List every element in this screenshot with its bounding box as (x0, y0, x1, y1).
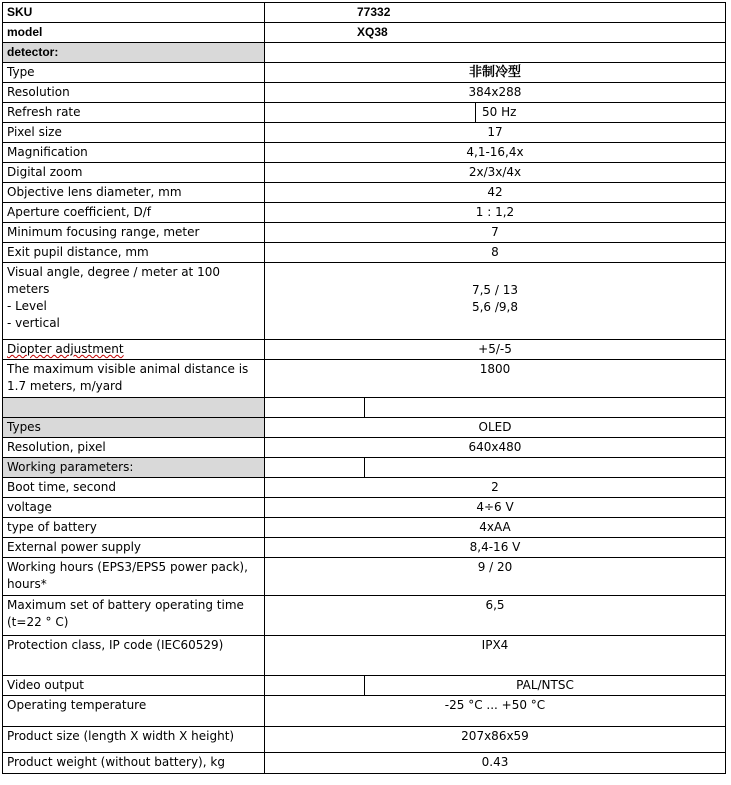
sku-value: 77332 (265, 3, 726, 23)
spec-table (2, 2, 726, 774)
spec-value: 640x480 (265, 438, 726, 458)
spec-value: +5/-5 (265, 340, 726, 360)
spec-label: Product weight (without battery), kg (3, 753, 265, 774)
spec-row-battery-time (3, 596, 726, 636)
spec-label: Product size (length X width X height) (3, 727, 265, 753)
animal-distance-label-1: The maximum visible animal distance is (7, 362, 249, 376)
spec-value: 207x86x59 (265, 727, 726, 753)
spec-label (3, 263, 265, 340)
battery-time-label-1: Maximum set of battery operating time (7, 598, 244, 612)
spec-label: Pixel size (3, 123, 265, 143)
spec-value: 1800 (265, 360, 726, 398)
spec-value: 17 (265, 123, 726, 143)
spec-label (3, 558, 265, 596)
spec-value: 6,5 (265, 596, 726, 636)
working-section-row (3, 458, 726, 478)
model-row (3, 23, 726, 43)
spec-label (3, 596, 265, 636)
spec-row-visual-angle (3, 263, 726, 340)
spec-label: Exit pupil distance, mm (3, 243, 265, 263)
spec-row-battery-type (3, 518, 726, 538)
empty-cell (265, 43, 726, 63)
spec-label: Types (3, 418, 265, 438)
spec-row-boot-time (3, 478, 726, 498)
visual-angle-label-3: - Level (7, 299, 47, 313)
spec-label: Protection class, IP code (IEC60529) (3, 636, 265, 676)
display-section-row (3, 398, 726, 418)
spec-value: OLED (265, 418, 726, 438)
spec-row-diopter (3, 340, 726, 360)
spec-row-animal-distance (3, 360, 726, 398)
spec-label: Resolution (3, 83, 265, 103)
working-hours-label-1: Working hours (EPS3/EPS5 power pack), (7, 560, 248, 574)
spec-label: Video output (3, 676, 265, 696)
spec-row-operating-temp (3, 696, 726, 727)
visual-angle-label-1: Visual angle, degree / meter at 100 (7, 265, 220, 279)
visual-angle-value-1: 7,5 / 13 (471, 283, 519, 297)
refresh-rate-value: 50 Hz (475, 103, 725, 122)
empty-cell (265, 398, 365, 418)
spec-value: PAL/NTSC (365, 676, 726, 696)
spec-row-pixel-size (3, 123, 726, 143)
spec-label: Magnification (3, 143, 265, 163)
working-hours-label-2: hours* (7, 577, 47, 591)
spec-value: 8 (265, 243, 726, 263)
spec-row-digital-zoom (3, 163, 726, 183)
spec-row-exit-pupil (3, 243, 726, 263)
spec-label: External power supply (3, 538, 265, 558)
spec-value (265, 103, 726, 123)
detector-section-row (3, 43, 726, 63)
spec-value: IPX4 (265, 636, 726, 676)
spec-row-magnification (3, 143, 726, 163)
spec-value: 4,1-16,4x (265, 143, 726, 163)
empty-cell (365, 398, 726, 418)
sku-label: SKU (3, 3, 265, 23)
visual-angle-value-2: 5,6 /9,8 (471, 300, 519, 314)
spec-label: Minimum focusing range, meter (3, 223, 265, 243)
spec-row-display-types (3, 418, 726, 438)
spec-label: Aperture coefficient, D/f (3, 203, 265, 223)
diopter-label: Diopter adjustment (7, 342, 124, 356)
battery-time-label-2: (t=22 ° C) (7, 615, 69, 629)
sku-row (3, 3, 726, 23)
spec-value: 0.43 (265, 753, 726, 774)
spec-value: 2x/3x/4x (265, 163, 726, 183)
spec-value: 384x288 (265, 83, 726, 103)
detector-section-label: detector: (3, 43, 265, 63)
spec-row-type (3, 63, 726, 83)
spec-value: 9 / 20 (265, 558, 726, 596)
spec-label: Digital zoom (3, 163, 265, 183)
spec-value: 2 (265, 478, 726, 498)
spec-row-external-power (3, 538, 726, 558)
spec-label: Refresh rate (3, 103, 265, 123)
model-label: model (3, 23, 265, 43)
spec-row-objective-lens (3, 183, 726, 203)
spec-label: Boot time, second (3, 478, 265, 498)
visual-angle-label-4: - vertical (7, 316, 60, 330)
spec-row-voltage (3, 498, 726, 518)
spec-value: -25 °C ... +50 °C (265, 696, 726, 727)
spec-label: Resolution, pixel (3, 438, 265, 458)
spec-row-product-weight (3, 753, 726, 774)
spec-row-working-hours (3, 558, 726, 596)
working-section-label: Working parameters: (3, 458, 265, 478)
spec-row-refresh-rate (3, 103, 726, 123)
visual-angle-label-2: meters (7, 282, 50, 296)
display-section-label (3, 398, 265, 418)
spec-row-protection (3, 636, 726, 676)
spec-label (3, 340, 265, 360)
spec-label (3, 360, 265, 398)
empty-cell (365, 458, 726, 478)
spec-row-aperture (3, 203, 726, 223)
spec-label: voltage (3, 498, 265, 518)
spec-value: 4xAA (265, 518, 726, 538)
spec-value: 非制冷型 (265, 63, 726, 83)
spec-value: 42 (265, 183, 726, 203)
spec-value: 1 : 1,2 (265, 203, 726, 223)
model-value: XQ38 (265, 23, 726, 43)
spec-value: 8,4-16 V (265, 538, 726, 558)
spec-label: Objective lens diameter, mm (3, 183, 265, 203)
spec-row-video-output (3, 676, 726, 696)
spec-value: 7 (265, 223, 726, 243)
spec-label: type of battery (3, 518, 265, 538)
spec-row-product-size (3, 727, 726, 753)
spec-row-focusing-range (3, 223, 726, 243)
spec-row-resolution (3, 83, 726, 103)
animal-distance-label-2: 1.7 meters, m/yard (7, 379, 123, 393)
spec-label: Operating temperature (3, 696, 265, 727)
empty-cell (265, 458, 365, 478)
spec-value: 4÷6 V (265, 498, 726, 518)
spec-value (265, 263, 726, 340)
spec-label: Type (3, 63, 265, 83)
empty-cell (265, 676, 365, 696)
spec-row-display-resolution (3, 438, 726, 458)
